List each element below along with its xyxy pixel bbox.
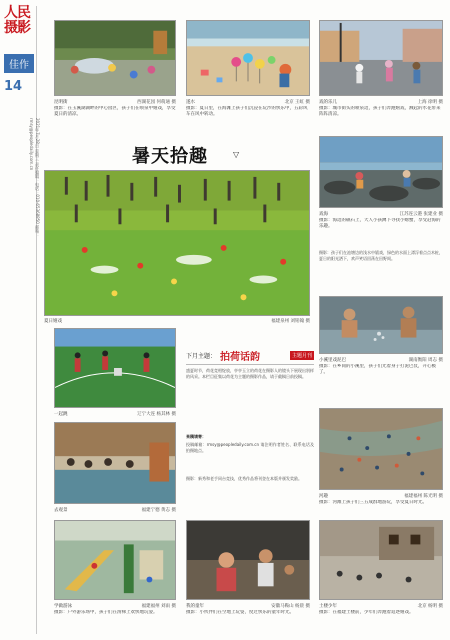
- photo-title: 去观景: [54, 508, 68, 513]
- title-triangle-icon: ▽: [233, 150, 240, 159]
- photo-creek-mud[interactable]: [319, 296, 443, 354]
- body-text: 摄影：孩子们在池塘边的浅水中嬉戏，绿色的水面上漂浮着点点木桩，夏日的阳光洒下，欢声笑语回荡在田野间。: [319, 250, 443, 261]
- photo-caption: 摄影：海边的礁石上，大人小孩蹲下寻找小螃蟹，享受赶海的乐趣。: [319, 218, 441, 229]
- photo-credit: 上海 徐明 摄: [417, 100, 443, 105]
- photo-caption: 摄影：在福建土楼前，少年们奔跑着追逐嬉戏。: [319, 610, 414, 615]
- photo-credit: 福建宁德 黄志 摄: [141, 508, 176, 513]
- photo-caption: 摄影：城市街头的喷泉边，孩子们奔跑嬉戏，溅起的水花带来阵阵清凉。: [319, 106, 441, 117]
- next-topic-title: 拍荷话韵: [220, 352, 260, 363]
- photo-caption: 摄影：夏日里，在海滩上孩子们沉浸在玩沙的快乐中，五彩风车在风中转动。: [186, 106, 308, 117]
- column-divider: [36, 6, 37, 634]
- contribute-badge[interactable]: 主题月刊: [291, 353, 312, 359]
- page-title: 暑天拾趣: [132, 146, 208, 167]
- photo-tulou[interactable]: [319, 520, 443, 600]
- photo-credit: 湖南衡阳 周志 摄: [408, 358, 443, 363]
- photo-fountain-kids[interactable]: [54, 20, 176, 96]
- photo-credit: 西湖花园 何萌通 摄: [137, 100, 176, 105]
- logo: 人民 摄影: [4, 5, 30, 36]
- photo-lake-view[interactable]: [54, 422, 176, 504]
- photo-caption: 摄影：户外游乐场中，孩子们在滑梯上欢快地玩耍。: [54, 610, 158, 615]
- photo-title: 土楼少年: [319, 604, 337, 609]
- divider: [186, 364, 314, 365]
- photo-credit: 安徽马鞍山 杨晨 摄: [271, 604, 310, 609]
- photo-credit: 江苏连云港 张建业 摄: [399, 212, 443, 217]
- photo-caption: 摄影：在玉溪湖湖畔的中心园区，孩子们在喷泉中嬉戏，享受夏日的清凉。: [54, 106, 176, 117]
- photo-credit: 北京 杨明 摄: [417, 604, 443, 609]
- photo-pond-play[interactable]: [44, 170, 310, 316]
- next-topic-box: 下月主题： 拍荷话韵 主题月刊: [186, 348, 314, 362]
- photo-street-kids[interactable]: [319, 20, 443, 96]
- photo-slide[interactable]: [54, 520, 176, 600]
- photo-title: 戏的乐儿: [319, 100, 337, 105]
- photo-credit: 北京 王虹 摄: [284, 100, 310, 105]
- award-text: 摄影：新秀和老手同台竞技，优秀作品将刊登在本版并颁发奖励。: [186, 476, 302, 481]
- contact-text[interactable]: 投稿邮箱：rmsy@peopledaily.com.cn 请注明作者姓名、联系电话及拍摄地点。: [186, 442, 314, 453]
- photo-title: 我的童年: [186, 604, 204, 609]
- photo-beach-windmills[interactable]: [186, 20, 310, 96]
- body-text: [186, 328, 314, 346]
- photo-title: 戏海: [319, 212, 328, 217]
- contact-title: 来稿请寄：: [186, 434, 206, 439]
- photo-title: 河趣: [319, 494, 328, 499]
- photo-title: 昆明街: [54, 100, 68, 105]
- photo-credit: 福建福州 陈光明 摄: [404, 494, 443, 499]
- photo-title: 夏日嬉戏: [44, 319, 62, 324]
- photo-title: 遂水: [186, 100, 195, 105]
- issue-meta: 2021年7月28日 星期三 责任编辑：电话：010-65368850 邮箱：rmsy@peopledaily.com.cn: [29, 118, 40, 238]
- photo-jump-rope[interactable]: [54, 328, 176, 408]
- masthead: [4, 6, 48, 94]
- photo-caption: 摄影：小伙伴们在空地上玩耍，度过快乐的童年时光。: [186, 610, 294, 615]
- photo-credit: 福建福州 刘雨 摄: [141, 604, 176, 609]
- section-label: 佳作: [4, 54, 34, 73]
- photo-childhood[interactable]: [186, 520, 310, 600]
- photo-riverbed[interactable]: [319, 408, 443, 490]
- call-text: 盛夏时节，荷花竞相绽放，亭亭玉立的荷花在摄影人的镜头下展现出别样的风采。本栏目征集以荷花为主题的摄影作品，请于截稿日前投稿。: [186, 368, 314, 379]
- photo-credit: 福建泉州 刘铭翰 摄: [271, 319, 310, 324]
- photo-title: 学做游泳: [54, 604, 72, 609]
- photo-credit: 辽宁大连 杨其林 摄: [137, 412, 176, 417]
- photo-sea-rocks[interactable]: [319, 136, 443, 208]
- photo-title: 一起跳: [54, 412, 68, 417]
- photo-title: 小溪里戏泥巴: [319, 358, 346, 363]
- page-number: 14: [4, 79, 23, 94]
- photo-caption: 摄影：河滩上孩子们三五成群地游玩，享受夏日时光。: [319, 500, 427, 505]
- photo-caption: 摄影：在乡间的小溪里，孩子们光着身子打泥巴仗，开心极了。: [319, 364, 436, 375]
